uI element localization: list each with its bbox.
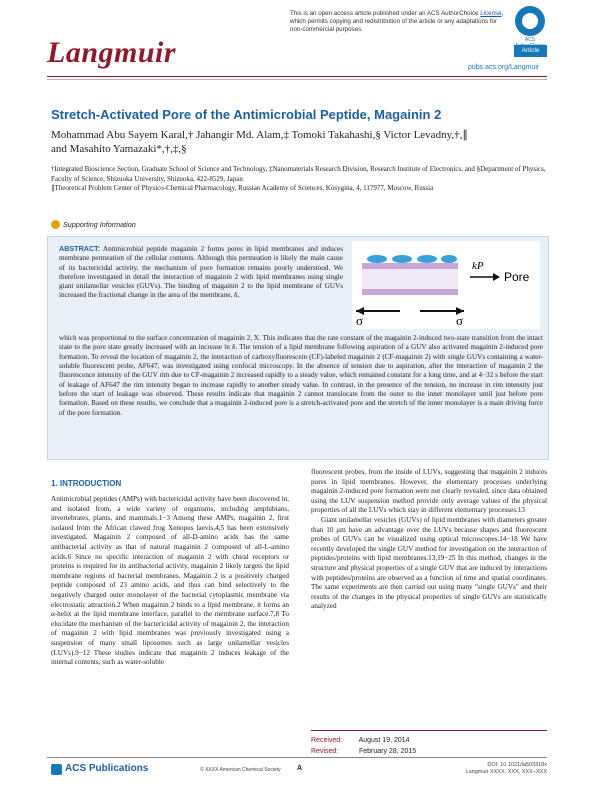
received-label: Received: (311, 737, 343, 744)
doi-block (460, 762, 547, 776)
authors-line-2: and Masahito Yamazaki*,†,‡,§ (51, 143, 187, 155)
sigma-right-label: σ (456, 313, 464, 328)
intro-paragraph-2: Giant unilamellar vesicles (GUVs) of lipid membranes with diameters greater than 10 μm have an advantage over the LUVs because shapes and fluorescent probes of GUVs can be visualized using optical microscopes.14−18 We have recently developed the single GUV method for investigation on the interaction of peptides/proteins with lipid membranes.13,19−25 In this method, changes in the structure and physical properties of a single GUV that are induced by interactions with peptides/proteins are observed as a function of time and spatial coordinates. The same experiments are then carried out using many "single GUVs" and their results of the changes in the physical properties of single GUVs are statistically analyzed (311, 515, 547, 611)
oa-logo-text: ACS (524, 37, 536, 43)
acs-logo-icon (51, 764, 62, 775)
submission-dates (311, 730, 547, 757)
supporting-info-link[interactable]: Supporting Information (63, 220, 136, 229)
journal-name: Langmuir (47, 36, 177, 69)
lower-leaflet (362, 289, 458, 295)
publisher-name: ACS Publications (65, 763, 149, 774)
rate-constant-label: kP (472, 260, 484, 272)
open-access-notice (290, 10, 508, 34)
footer-divider (47, 757, 547, 758)
oa-notice-text-2: , which permits copying and redistribution of the article or any adaptations for non-commercial purposes. (290, 10, 504, 33)
revised-row (311, 746, 547, 757)
abstract-text-top (59, 244, 343, 301)
section-heading-introduction: 1. INTRODUCTION (51, 479, 122, 488)
header-divider (47, 76, 547, 77)
affiliations (51, 165, 546, 194)
page-number: A (297, 765, 303, 772)
acs-authorchoice-logo-icon (515, 6, 545, 36)
revised-label: Revised: (311, 748, 339, 755)
copyright-notice: © XXXX American Chemical Society (200, 767, 281, 773)
author-list (51, 128, 541, 156)
peptide-helix-1 (367, 255, 387, 263)
upper-leaflet (362, 263, 458, 269)
oa-notice-text-1: This is an open access article published under an ACS AuthorChoice (290, 10, 479, 17)
peptide-helix-2 (392, 255, 412, 263)
received-value: August 19, 2014 (358, 737, 410, 744)
peptide-helix-4 (441, 255, 457, 263)
body-column-right (311, 468, 547, 612)
abstract-body-top: Antimicrobial peptide magainin 2 forms pores in lipid membranes and induces membrane permeation of the cellular contents. Although this permeation is likely the main cause of its bactericidal activity, the mechanism of pore formation remains poorly understood. We therefore investigated in detail the interaction of magainin 2 with lipid membranes using single giant unilamellar vesicles (GUVs). The binding of magainin 2 to the lipid membrane of GUVs increased the fractional change in the area of the membrane, δ, (59, 245, 343, 300)
article-type-badge: Article (514, 45, 547, 57)
license-link[interactable]: License (480, 10, 502, 17)
authors-line-1: Mohammad Abu Sayem Karal,† Jahangir Md. Alam,‡ Tomoki Takahashi,§ Victor Levadny,†,∥ (51, 129, 468, 141)
journal-url-link[interactable]: pubs.acs.org/Langmuir (468, 64, 540, 71)
toc-graphic (352, 241, 540, 329)
intro-paragraph-1: Antimicrobial peptides (AMPs) with bactericidal activity have been discovered in, and isolated from, a wide variety of organisms, including amphibians, invertebrates, plants, and mammals.1−3 Among these AMPs, magainin 2, first isolated from the African clawed frog Xenopus laevis,4,5 has been extensively investigated. Magainin 2 composed of all-D-amino acids has the same antibacterial activity as that of natural magainin 2 composed of all-L-amino acids.6 Since no specific interaction of magainin 2 with chiral receptors or proteins is required for its antibacterial activity, magainin 2 likely targets the lipid membrane regions of bacterial membranes. Magainin 2 is a positively charged peptide composed of 23 amino acids, and thus can bind selectively to the negatively charged outer monolayer of the bacterial cytoplasmic membrane via electrostatic attraction.2 When magainin 2 binds to a lipid membrane, it forms an α-helix at the lipid membrane interface, parallel to the membrane surface.7,8 To elucidate the mechanism of the bactericidal activity of magainin 2, the interaction of magainin 2 with lipid membranes was previously investigated using a suspension of many small liposomes such as large unilamellar vesicles (LUVs).9−12 These studies indicate that magainin 2 induces leakage of the internal contents, such as water-soluble (51, 495, 289, 667)
revised-value: February 28, 2015 (358, 748, 417, 755)
intro-paragraph-continued: fluorescent probes, from the inside of LUVs, suggesting that magainin 2 induces pores in lipid membranes. However, the elementary processes underlying magainin 2-induced pore formation were not clearly revealed, since data obtained using the LUV suspension method provide only average values of the physical properties of all the LUVs which stay in different elementary processes.13 (311, 468, 547, 515)
doi-link[interactable]: DOI: 10.1021/la503318x (487, 762, 547, 768)
header-divider-light (47, 79, 547, 80)
lipid-bilayer (362, 255, 458, 295)
abstract-body-bottom: which was proportional to the surface concentration of magainin 2, X. This indicates that the rate constant of the magainin 2-induced two-state transition from the intact state to the pore state greatly increased with an increase in δ. The tension of a lipid membrane following aspiration of a GUV also activated magainin 2-induced pore formation. To reveal the location of magainin 2, the interaction of carboxyfluorescein (CF)-labeled magainin 2 (CF-magainin 2) with single GUVs containing a water-soluble fluorescent probe, AF647, was investigated using confocal microscopy. In the absence of tension due to aspiration, after the interaction of magainin 2 the fluorescence intensity of the GUV rim due to CF-magainin 2 increased rapidly to a steady value, which remained constant for a long time, and at 4−32 s before the start of leakage of AF647 the rim intensity began to increase rapidly to another steady value. In contrast, in the presence of the tension, no increase in rim intensity just before the start of leakage was observed. These results indicate that magainin 2 cannot translocate from the outer to the inner monolayer until just before pore formation. Based on these results, we conclude that a magainin 2-induced pore is a stretch-activated pore and the stretch of the inner monolayer is a main driving force of the pore formation. (59, 334, 543, 417)
pore-label: Pore (504, 270, 530, 284)
affiliation-1: †Integrated Bioscience Section, Graduate School of Science and Technology, ‡Nanomaterials Research Division, Research Institute of Electronics, and §Department of Physics, Faculty of Science, Shizuoka University, Shizuoka, 422-8529, Japan (51, 165, 546, 183)
bilayer-core (362, 269, 458, 289)
peptide-helix-3 (417, 255, 437, 263)
abstract-label: ABSTRACT: (59, 244, 101, 253)
body-column-left (51, 495, 289, 668)
citation-line: Langmuir XXXX, XXX, XXX−XXX (465, 769, 547, 775)
sigma-left-label: σ (356, 313, 364, 328)
received-row (311, 735, 547, 746)
article-title: Stretch-Activated Pore of the Antimicrobial Peptide, Magainin 2 (51, 107, 442, 122)
affiliation-2: ∥Theoretical Problem Center of Physico-Chemical Pharmacology, Russian Academy of Sciences, Kosygina, 4, 117977, Moscow, Russia (51, 184, 434, 192)
supporting-info-icon[interactable] (51, 220, 60, 229)
